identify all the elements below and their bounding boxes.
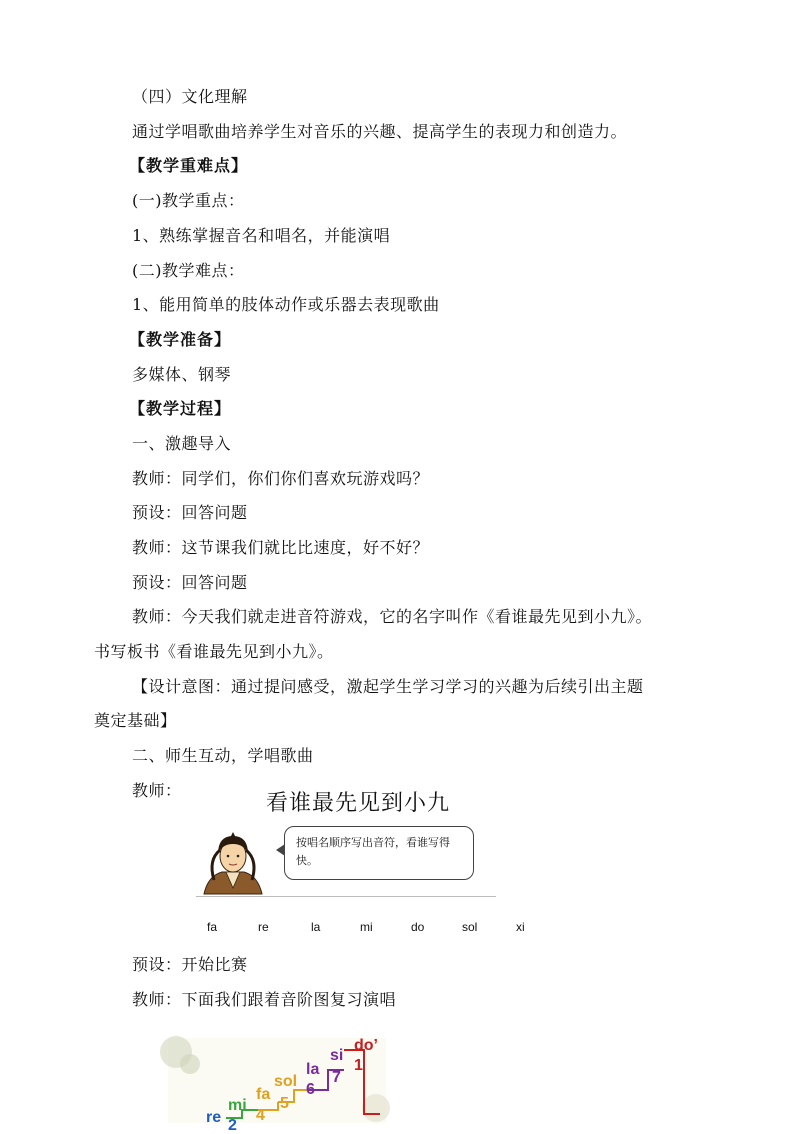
scale-number: 5 <box>280 1095 289 1112</box>
scale-syllable: la <box>306 1061 320 1078</box>
design-intent: 【设计意图：通过提问感受，激起学生学习学习的兴趣为后续引出主题 <box>132 677 644 696</box>
scale-syllable: mi <box>228 1097 247 1114</box>
preparation-text: 多媒体、钢琴 <box>132 365 232 384</box>
speech-bubble-text: 按唱名顺序写出音符，看谁写得快。 <box>296 836 450 867</box>
scale-syllable: fa <box>256 1086 271 1103</box>
scale-syllable: si <box>330 1047 344 1064</box>
dialogue-line: 教师：这节课我们就比比速度，好不好？ <box>132 538 430 557</box>
heading-culture: （四）文化理解 <box>132 87 248 106</box>
scale-syllable: sol <box>274 1073 298 1090</box>
teacher-avatar-icon <box>198 830 268 896</box>
paragraph-culture: 通过学唱歌曲培养学生对音乐的兴趣、提高学生的表现力和创造力。 <box>132 122 628 141</box>
dialogue-line: 预设：回答问题 <box>132 503 248 522</box>
section-heading-preparation: 【教学准备】 <box>129 330 232 349</box>
note-label: sol <box>462 920 478 934</box>
difficult-point-item: 1、能用简单的肢体动作或乐器去表现歌曲 <box>132 295 440 314</box>
key-point-item: 1、熟练掌握音名和唱名，并能演唱 <box>132 226 391 245</box>
scale-number: 7 <box>332 1069 341 1086</box>
dialogue-line-continued: 书写板书《看谁最先见到小九》。 <box>94 642 334 661</box>
scale-syllable: re <box>206 1109 222 1126</box>
dialogue-line: 教师：同学们，你们你们喜欢玩游戏吗？ <box>132 469 430 488</box>
scale-number: 4 <box>256 1107 265 1124</box>
figure-title: 看谁最先见到小九 <box>266 791 451 816</box>
design-intent-continued: 奠定基础】 <box>94 711 177 730</box>
section-heading-process: 【教学过程】 <box>129 399 232 418</box>
note-label: re <box>258 920 269 934</box>
dialogue-line: 教师：今天我们就走进音符游戏，它的名字叫作《看谁最先见到小九》。 <box>132 607 653 626</box>
dialogue-line: 预设：回答问题 <box>132 573 248 592</box>
teacher-label: 教师： <box>132 781 182 800</box>
scale-number: 1 <box>354 1057 363 1074</box>
note-label: mi <box>360 920 373 934</box>
section-heading-key-points: 【教学重难点】 <box>129 156 249 175</box>
note-label: fa <box>207 920 218 934</box>
dialogue-line: 预设：开始比赛 <box>132 955 248 974</box>
note-label: do <box>411 920 425 934</box>
scale-number: 6 <box>306 1081 315 1098</box>
note-label: xi <box>516 920 525 934</box>
scale-syllable: do’ <box>354 1037 378 1054</box>
note-label: la <box>311 920 321 934</box>
subheading-key-point: (一)教学重点： <box>132 191 245 210</box>
subheading-difficult-point: (二)教学难点： <box>132 261 245 280</box>
step-heading-intro: 一、激趣导入 <box>132 434 232 453</box>
scale-number: 2 <box>228 1117 237 1134</box>
step-heading-interaction: 二、师生互动，学唱歌曲 <box>132 746 314 765</box>
figure-divider <box>196 896 496 897</box>
dialogue-line: 教师：下面我们跟着音阶图复习演唱 <box>132 990 397 1009</box>
scale-staircase-figure <box>168 1037 386 1134</box>
